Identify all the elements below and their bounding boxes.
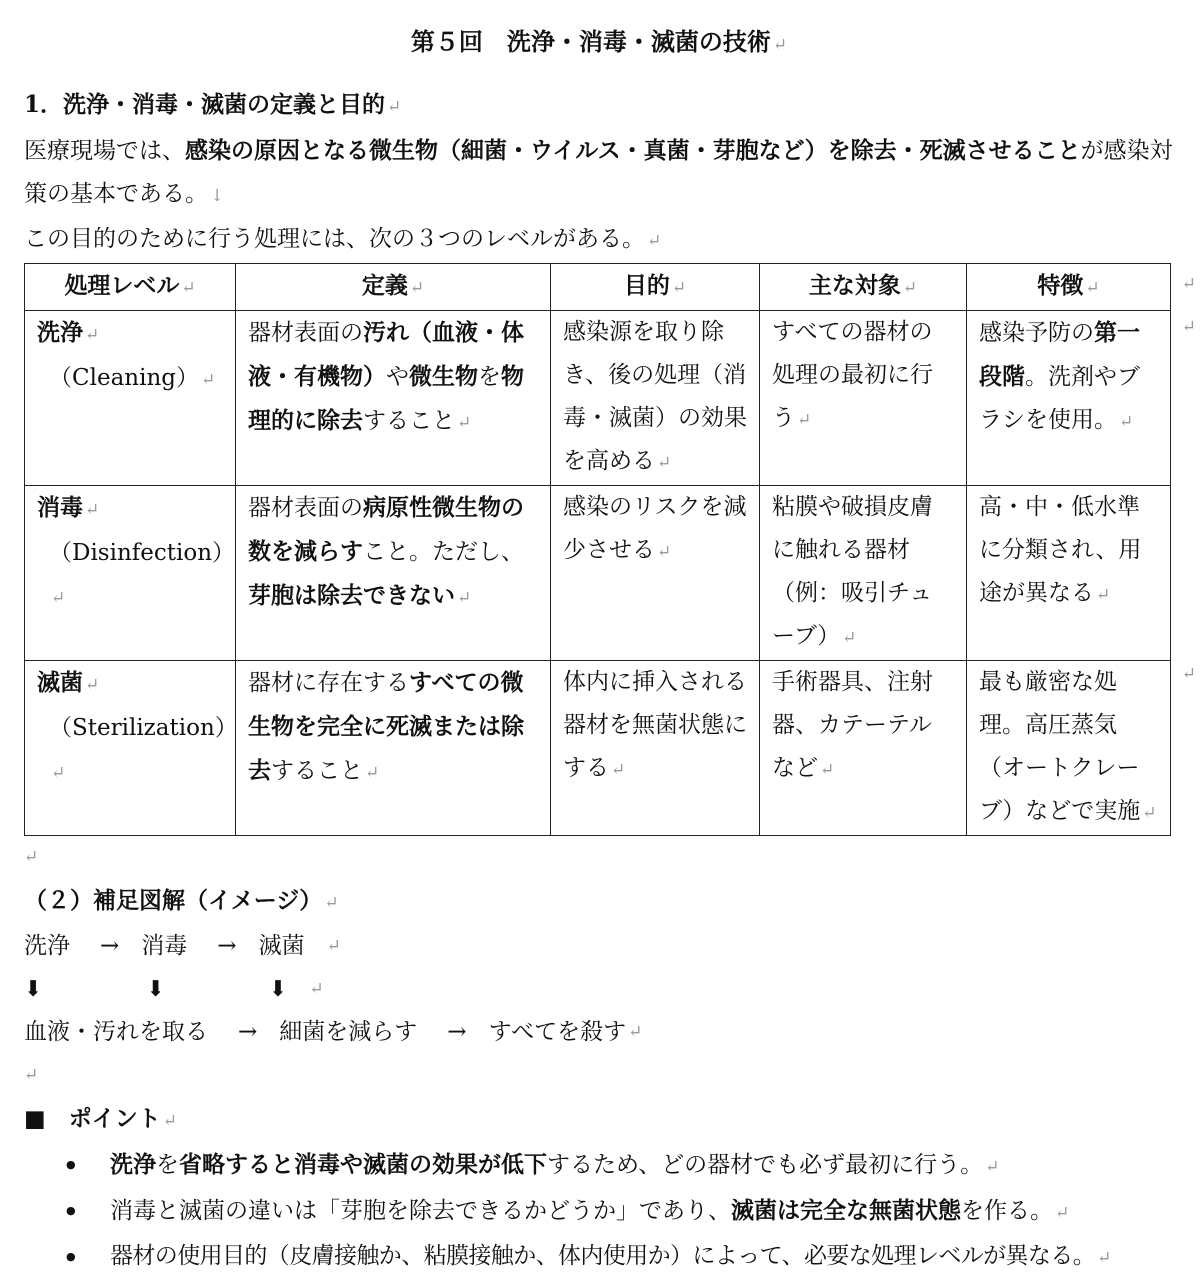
flow-desc-cleaning: 血液・汚れを取る	[24, 1019, 208, 1045]
target-cell: すべての器材の処理の最初に行う ↵	[760, 311, 967, 486]
target-cell: 粘膜や破損皮膚に触れる器材（例：吸引チューブ） ↵	[760, 486, 967, 661]
list-item: ● 洗浄を省略すると消毒や滅菌の効果が低下するため、どの器材でも必ず最初に行う。 ↵	[110, 1143, 1174, 1189]
flow-arrow: →	[217, 933, 237, 959]
empty-paragraph: ↵	[24, 847, 39, 867]
feature-cell: 感染予防の第一段階。洗剤やブラシを使用。 ↵	[967, 311, 1171, 486]
definition-cell: 器材表面の病原性微生物の数を減らすこと。ただし、芽胞は除去できない ↵	[236, 486, 551, 661]
empty-paragraph: ↵	[24, 1065, 39, 1085]
header-feature: 特徴 ↵	[967, 264, 1171, 311]
table-wrapper	[24, 263, 1196, 836]
return-mark: ↵	[162, 1111, 177, 1131]
feature-cell: 高・中・低水準に分類され、用途が異なる ↵	[967, 486, 1171, 661]
header-level: 処理レベル ↵	[25, 264, 236, 311]
document-page	[24, 20, 1196, 1280]
level-cell: 消毒 ↵ （Disinfection）↵	[25, 486, 236, 661]
flow-top-row: 洗浄 → 消毒 → 滅菌 ↵	[24, 925, 1174, 968]
flow-bottom-row: 血液・汚れを取る → 細菌を減らす → すべてを殺す ↵	[24, 1011, 1174, 1054]
table-row	[25, 661, 1171, 836]
header-definition: 定義 ↵	[236, 264, 551, 311]
list-item: ● 消毒と滅菌の違いは「芽胞を除去できるかどうか」であり、滅菌は完全な無菌状態を作る。 ↵	[110, 1189, 1174, 1235]
intro-paragraph: 医療現場では、感染の原因となる微生物（細菌・ウイルス・真菌・芽胞など）を除去・死滅させることが感染対策の基本である。 ↓	[24, 137, 1173, 207]
list-item: ● 器材の使用目的（皮膚接触か、粘膜接触か、体内使用か）によって、必要な処理レベルが異なる。 ↵	[110, 1235, 1174, 1280]
flow-desc-sterilization: すべてを殺す	[488, 1019, 627, 1045]
down-arrow-icon: ⬇	[24, 976, 43, 1002]
flow-step-disinfection: 消毒	[141, 933, 188, 959]
purpose-cell: 感染のリスクを減少させる ↵	[551, 486, 760, 661]
down-arrow-icon: ⬇	[268, 976, 288, 1002]
flow-arrow: →	[238, 1019, 258, 1045]
flow-desc-disinfection: 細菌を減らす	[279, 1019, 418, 1045]
document-title: 第５回 洗浄・消毒・滅菌の技術 ↵	[410, 27, 788, 56]
flow-arrow: →	[100, 933, 120, 959]
section2-heading: （２）補足図解（イメージ） ↵	[24, 887, 339, 914]
header-purpose: 目的 ↵	[551, 264, 760, 311]
level-cell: 滅菌 ↵ （Sterilization）↵	[25, 661, 236, 836]
table-row	[25, 486, 1171, 661]
row-end-mark: ↵	[1181, 274, 1196, 294]
flow-down-row: ⬇ ⬇ ⬇ ↵	[24, 968, 1174, 1011]
flow-arrow: →	[447, 1019, 467, 1045]
line-break-mark: ↓	[210, 186, 225, 206]
purpose-cell: 体内に挿入される器材を無菌状態にする ↵	[551, 661, 760, 836]
return-mark: ↵	[772, 35, 788, 55]
flow-step-sterilization: 滅菌	[258, 933, 305, 959]
header-target: 主な対象 ↵	[760, 264, 967, 311]
target-cell: 手術器具、注射器、カテーテルなど ↵	[760, 661, 967, 836]
return-mark: ↵	[387, 97, 402, 117]
definition-cell: 器材表面の汚れ（血液・体液・有機物）や微生物を物理的に除去すること ↵	[236, 311, 551, 486]
purpose-cell: 感染源を取り除き、後の処理（消毒・滅菌）の効果を高める ↵	[551, 311, 760, 486]
table-intro: この目的のために行う処理には、次の３つのレベルがある。 ↵	[24, 226, 662, 252]
table-row	[25, 311, 1171, 486]
section1-heading: 1．洗浄・消毒・滅菌の定義と目的 ↵	[24, 91, 402, 118]
points-heading: ■ ポイント ↵	[24, 1105, 177, 1132]
return-mark: ↵	[647, 231, 662, 251]
return-mark: ↵	[324, 893, 339, 913]
flow-step-cleaning: 洗浄	[24, 933, 70, 959]
feature-cell: 最も厳密な処理。高圧蒸気（オートクレーブ）などで実施 ↵	[967, 661, 1171, 836]
definition-cell: 器材に存在するすべての微生物を完全に死滅または除去すること ↵	[236, 661, 551, 836]
table-header-row	[25, 264, 1171, 311]
level-cell: 洗浄 ↵ （Cleaning） ↵	[25, 311, 236, 486]
processing-levels-table	[24, 263, 1171, 836]
row-end-mark: ↵	[1181, 664, 1196, 684]
row-end-mark: ↵	[1181, 317, 1196, 337]
points-list	[24, 1143, 1174, 1280]
down-arrow-icon: ⬇	[146, 976, 165, 1002]
